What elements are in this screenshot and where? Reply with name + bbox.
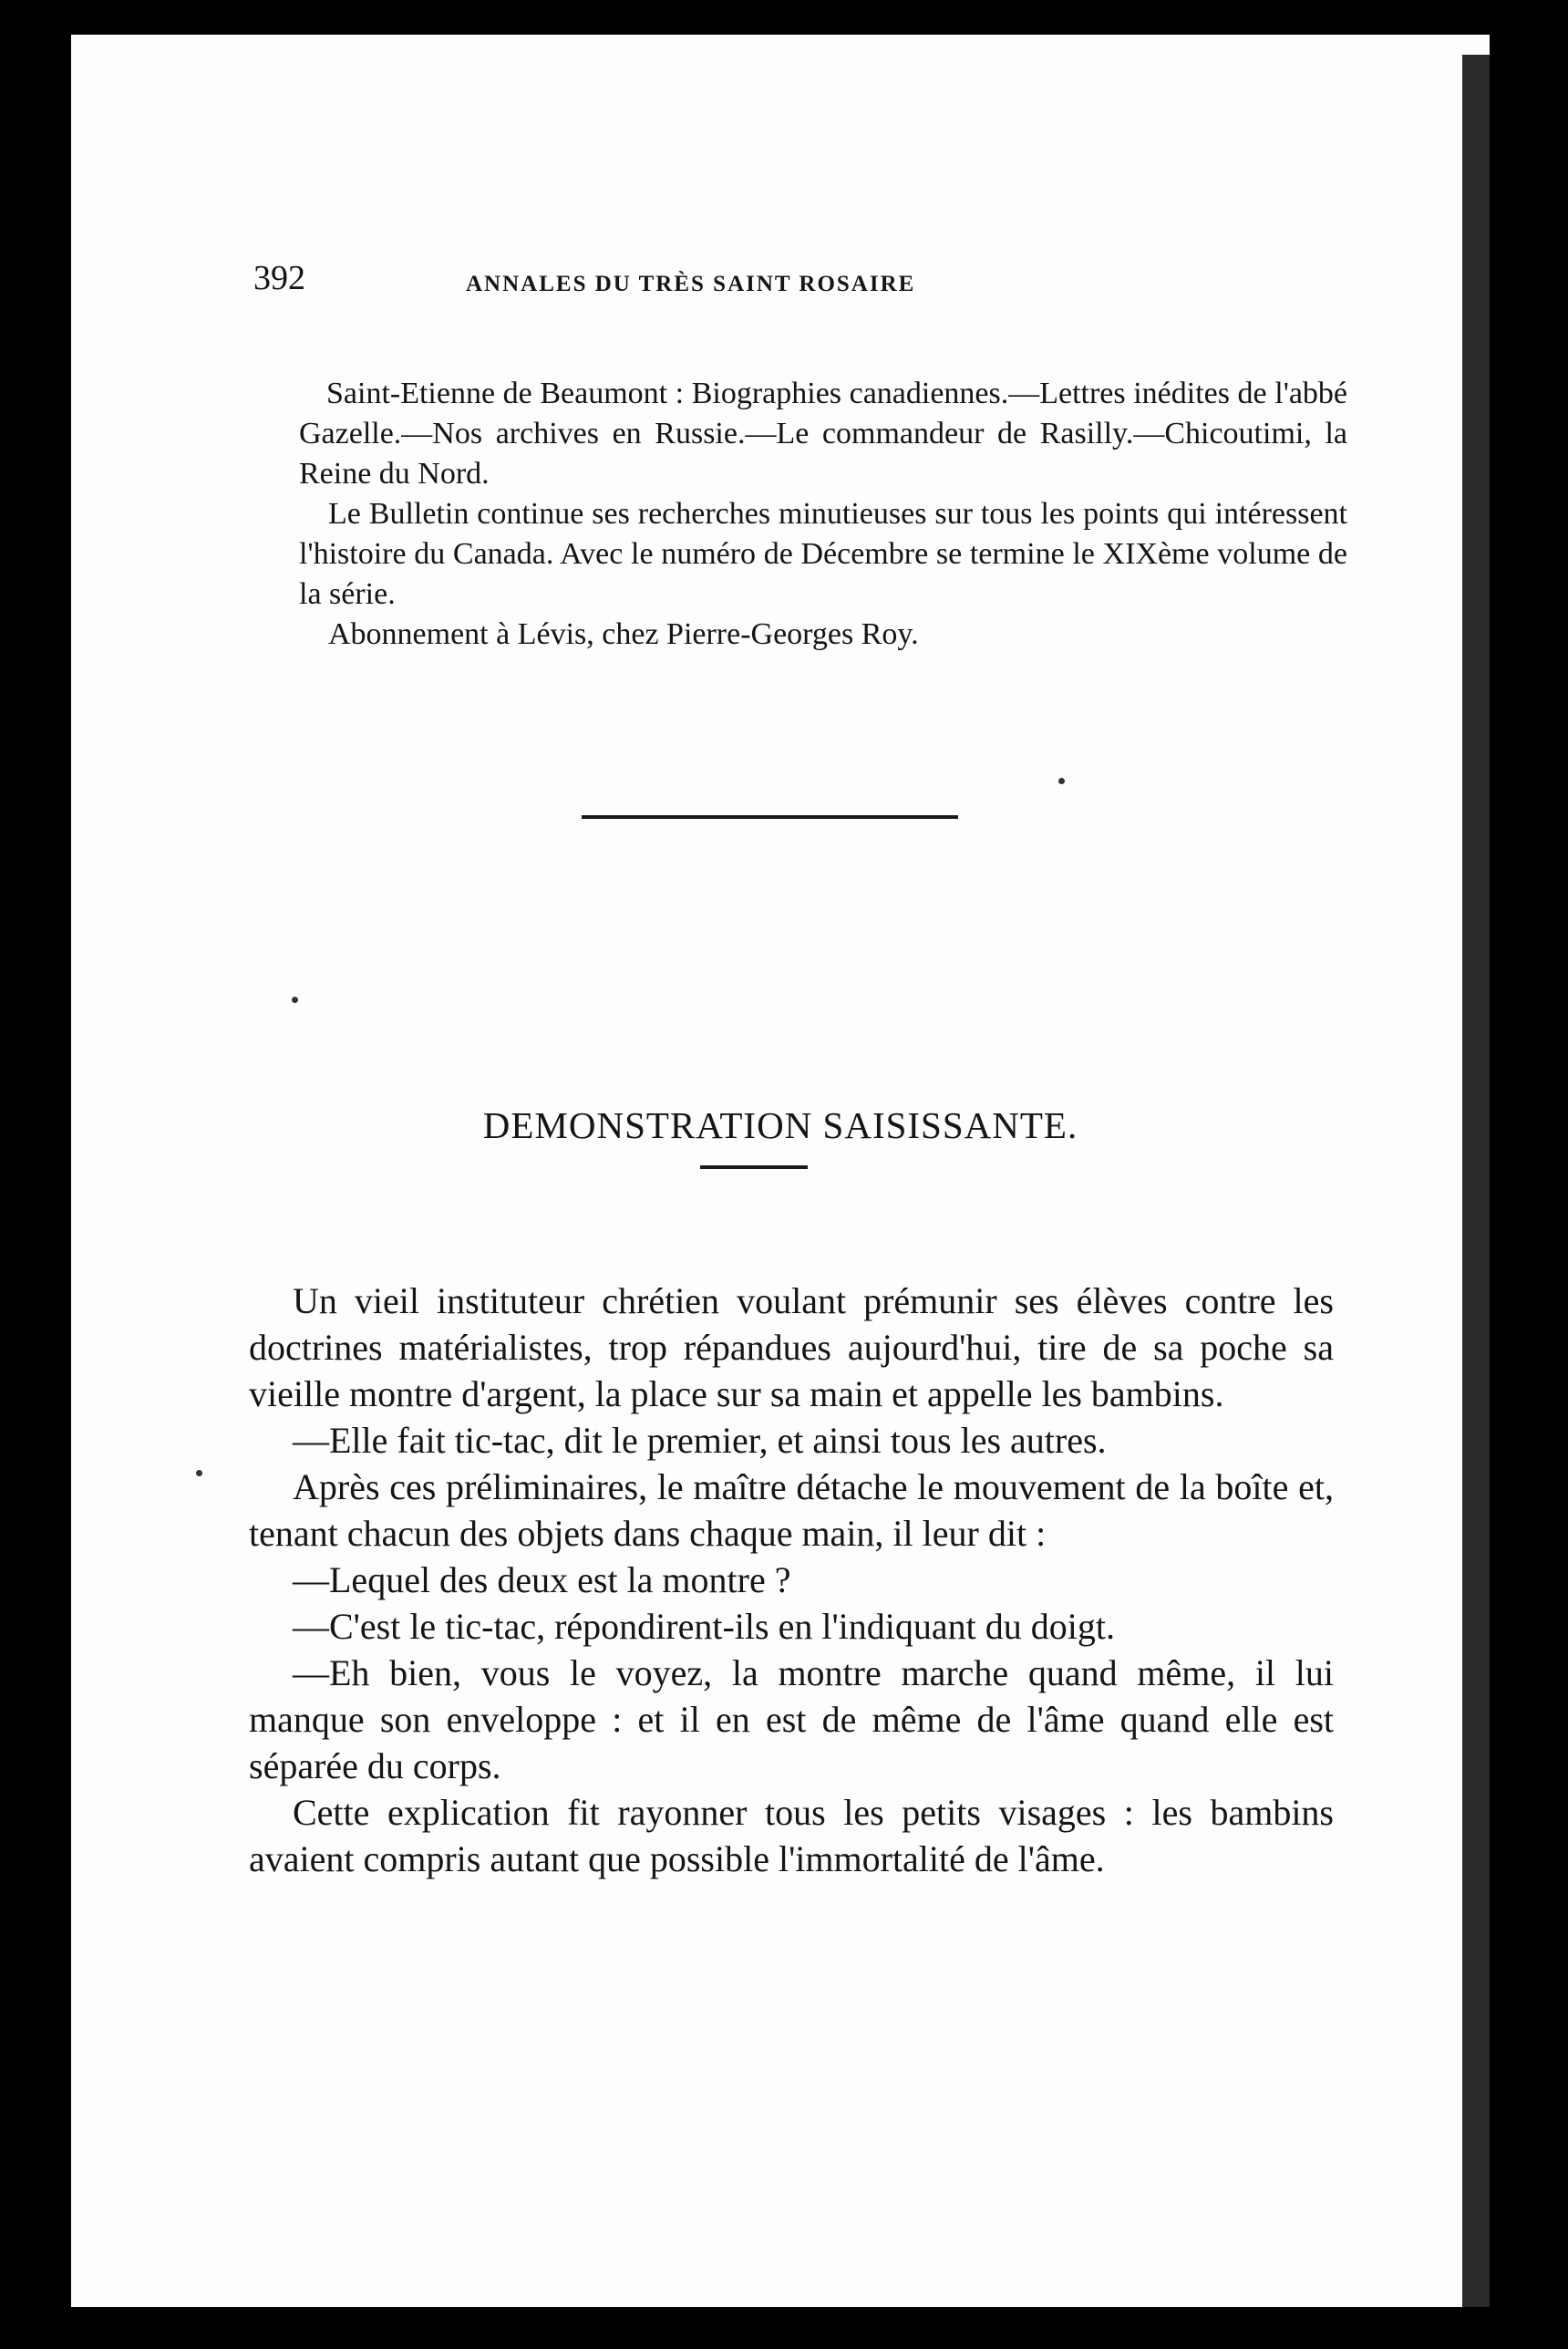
notice-paragraph: Abonnement à Lévis, chez Pierre-Georges Roy. (328, 617, 919, 651)
article-paragraph: —Elle fait tic-tac, dit le premier, et ainsi tous les autres. (293, 1420, 1107, 1461)
article-body (249, 1278, 1334, 1882)
scan-border (1490, 0, 1568, 2349)
running-head-title: ANNALES DU TRÈS SAINT ROSAIRE (466, 272, 916, 296)
scan-speck (1058, 778, 1065, 784)
article-paragraph: Un vieil instituteur chrétien voulant prémunir ses élèves contre les doctrines matérialistes, trop répandues aujourd'hui, tire de sa poche sa vieille montre d'argent, la place sur sa main et appelle les bambins. (249, 1280, 1334, 1414)
article-title: DEMONSTRATION SAISISSANTE. (482, 1104, 1078, 1147)
page-gutter-shadow (1462, 55, 1490, 2307)
section-divider (582, 815, 958, 819)
article-paragraph: —Lequel des deux est la montre ? (293, 1559, 791, 1600)
article-paragraph: Cette explication fit rayonner tous les petits visages : les bambins avaient compris autant que possible l'immortalité de l'âme. (249, 1792, 1334, 1879)
bulletin-notice (299, 374, 1347, 655)
scan-speck (196, 1470, 202, 1476)
notice-paragraph: Saint-Etienne de Beaumont : Biographies canadiennes.—Lettres inédites de l'abbé Gazelle.—Nos archives en Russie.—Le commandeur de Rasilly.—Chicoutimi, la Reine du Nord. (299, 377, 1347, 491)
article-paragraph: —Eh bien, vous le voyez, la montre marche quand même, il lui manque son enveloppe : et il en est de même de l'âme quand elle est séparée du corps. (249, 1652, 1334, 1786)
scan-speck (292, 997, 298, 1003)
book-page (71, 35, 1490, 2307)
running-head (253, 258, 1357, 313)
page-number: 392 (253, 259, 305, 297)
title-rule (700, 1165, 808, 1169)
article-paragraph: Après ces préliminaires, le maître détache le mouvement de la boîte et, tenant chacun des objets dans chaque main, il leur dit : (249, 1466, 1334, 1554)
article-paragraph: —C'est le tic-tac, répondirent-ils en l'indiquant du doigt. (293, 1606, 1115, 1647)
notice-paragraph: Le Bulletin continue ses recherches minutieuses sur tous les points qui intéressent l'histoire du Canada. Avec le numéro de Décembre se termine le XIXème volume de la série. (299, 497, 1347, 611)
